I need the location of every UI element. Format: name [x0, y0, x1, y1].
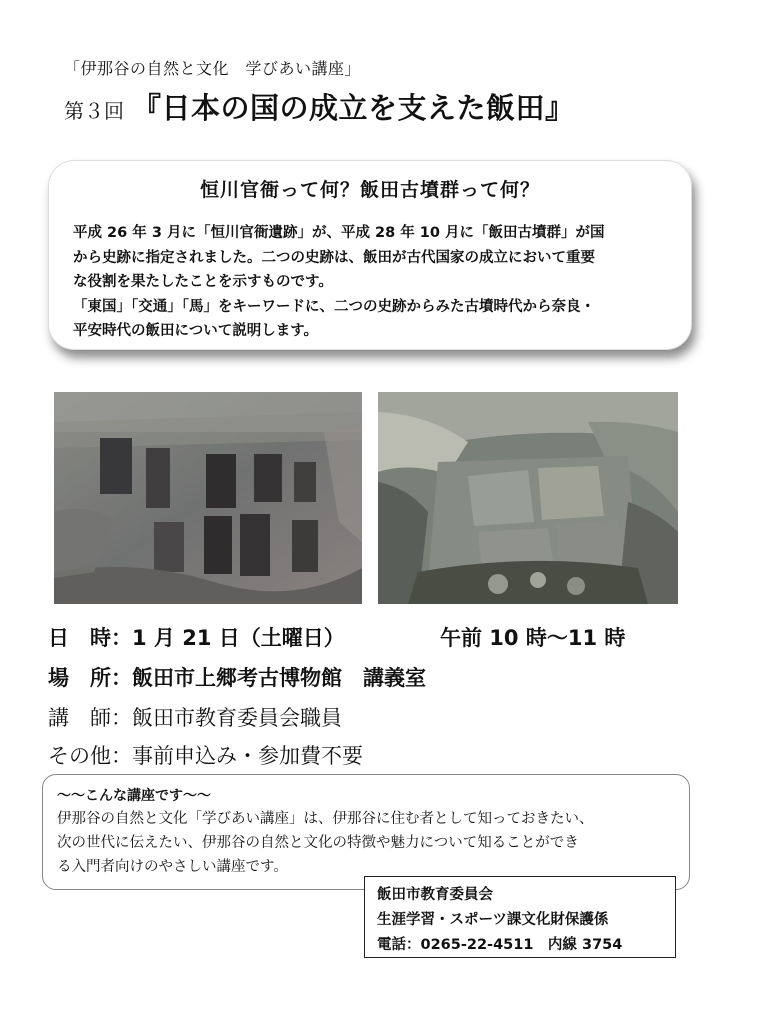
- lecturer-value: 飯田市教育委員会職員: [132, 706, 342, 730]
- other-label: その他：: [48, 744, 132, 768]
- intro-line: 平安時代の飯田について説明します。: [73, 323, 319, 339]
- other-row: [48, 740, 363, 770]
- place-label: 場 所：: [48, 666, 132, 690]
- about-body: [57, 807, 677, 879]
- page-title: 『日本の国の成立を支えた飯田』: [132, 91, 575, 125]
- place-row: [48, 662, 426, 692]
- date-label: 日 時：: [48, 626, 132, 650]
- stone-chamber-photo: [378, 392, 678, 604]
- excavation-site-photo: [54, 392, 362, 604]
- about-heading: ～～こんな講座です～～: [57, 788, 211, 804]
- lecturer-label: 講 師：: [48, 706, 132, 730]
- other-value: 事前申込み・参加費不要: [132, 744, 363, 768]
- about-line: 伊那谷の自然と文化「学びあい講座」は、伊那谷に住む者として知っておきたい、: [57, 811, 594, 827]
- about-line: 次の世代に伝えたい、伊那谷の自然と文化の特徴や魅力について知ることができ: [57, 835, 579, 851]
- place-value: 飯田市上郷考古博物館 講義室: [132, 666, 426, 690]
- intro-line: 平成 26 年 3 月に「恒川官衙遺跡」が、平成 28 年 10 月に「飯田古墳群」が国: [73, 225, 605, 241]
- about-line: る入門者向けのやさしい講座です。: [57, 859, 288, 875]
- title-row: [64, 86, 575, 127]
- intro-heading: 恒川官衙って何？飯田古墳群って何？: [199, 179, 540, 201]
- contact-phone: 電話：0265-22-4511 内線 3754: [377, 937, 623, 953]
- contact-box: [364, 876, 676, 958]
- about-box: [42, 774, 690, 890]
- contact-dept: 生涯学習・スポーツ課文化財保護係: [377, 912, 609, 928]
- time-value: 午前 10 時～11 時: [440, 626, 626, 650]
- contact-org: 飯田市教育委員会: [377, 887, 493, 903]
- series-label: 「伊那谷の自然と文化 学びあい講座」: [64, 59, 362, 78]
- intro-line: な役割を果たしたことを示すものです。: [73, 274, 333, 290]
- intro-body: [73, 221, 671, 344]
- date-value: 1 月 21 日（土曜日）: [132, 626, 345, 650]
- intro-line: から史跡に指定されました。二つの史跡は、飯田が古代国家の成立において重要: [73, 249, 595, 266]
- episode-number: 第３回: [64, 99, 124, 123]
- intro-box: [48, 160, 692, 350]
- intro-line: 「東国」「交通」「馬」をキーワードに、二つの史跡からみた古墳時代から奈良・: [73, 298, 595, 315]
- lecturer-row: [48, 702, 342, 732]
- date-row: [48, 622, 626, 652]
